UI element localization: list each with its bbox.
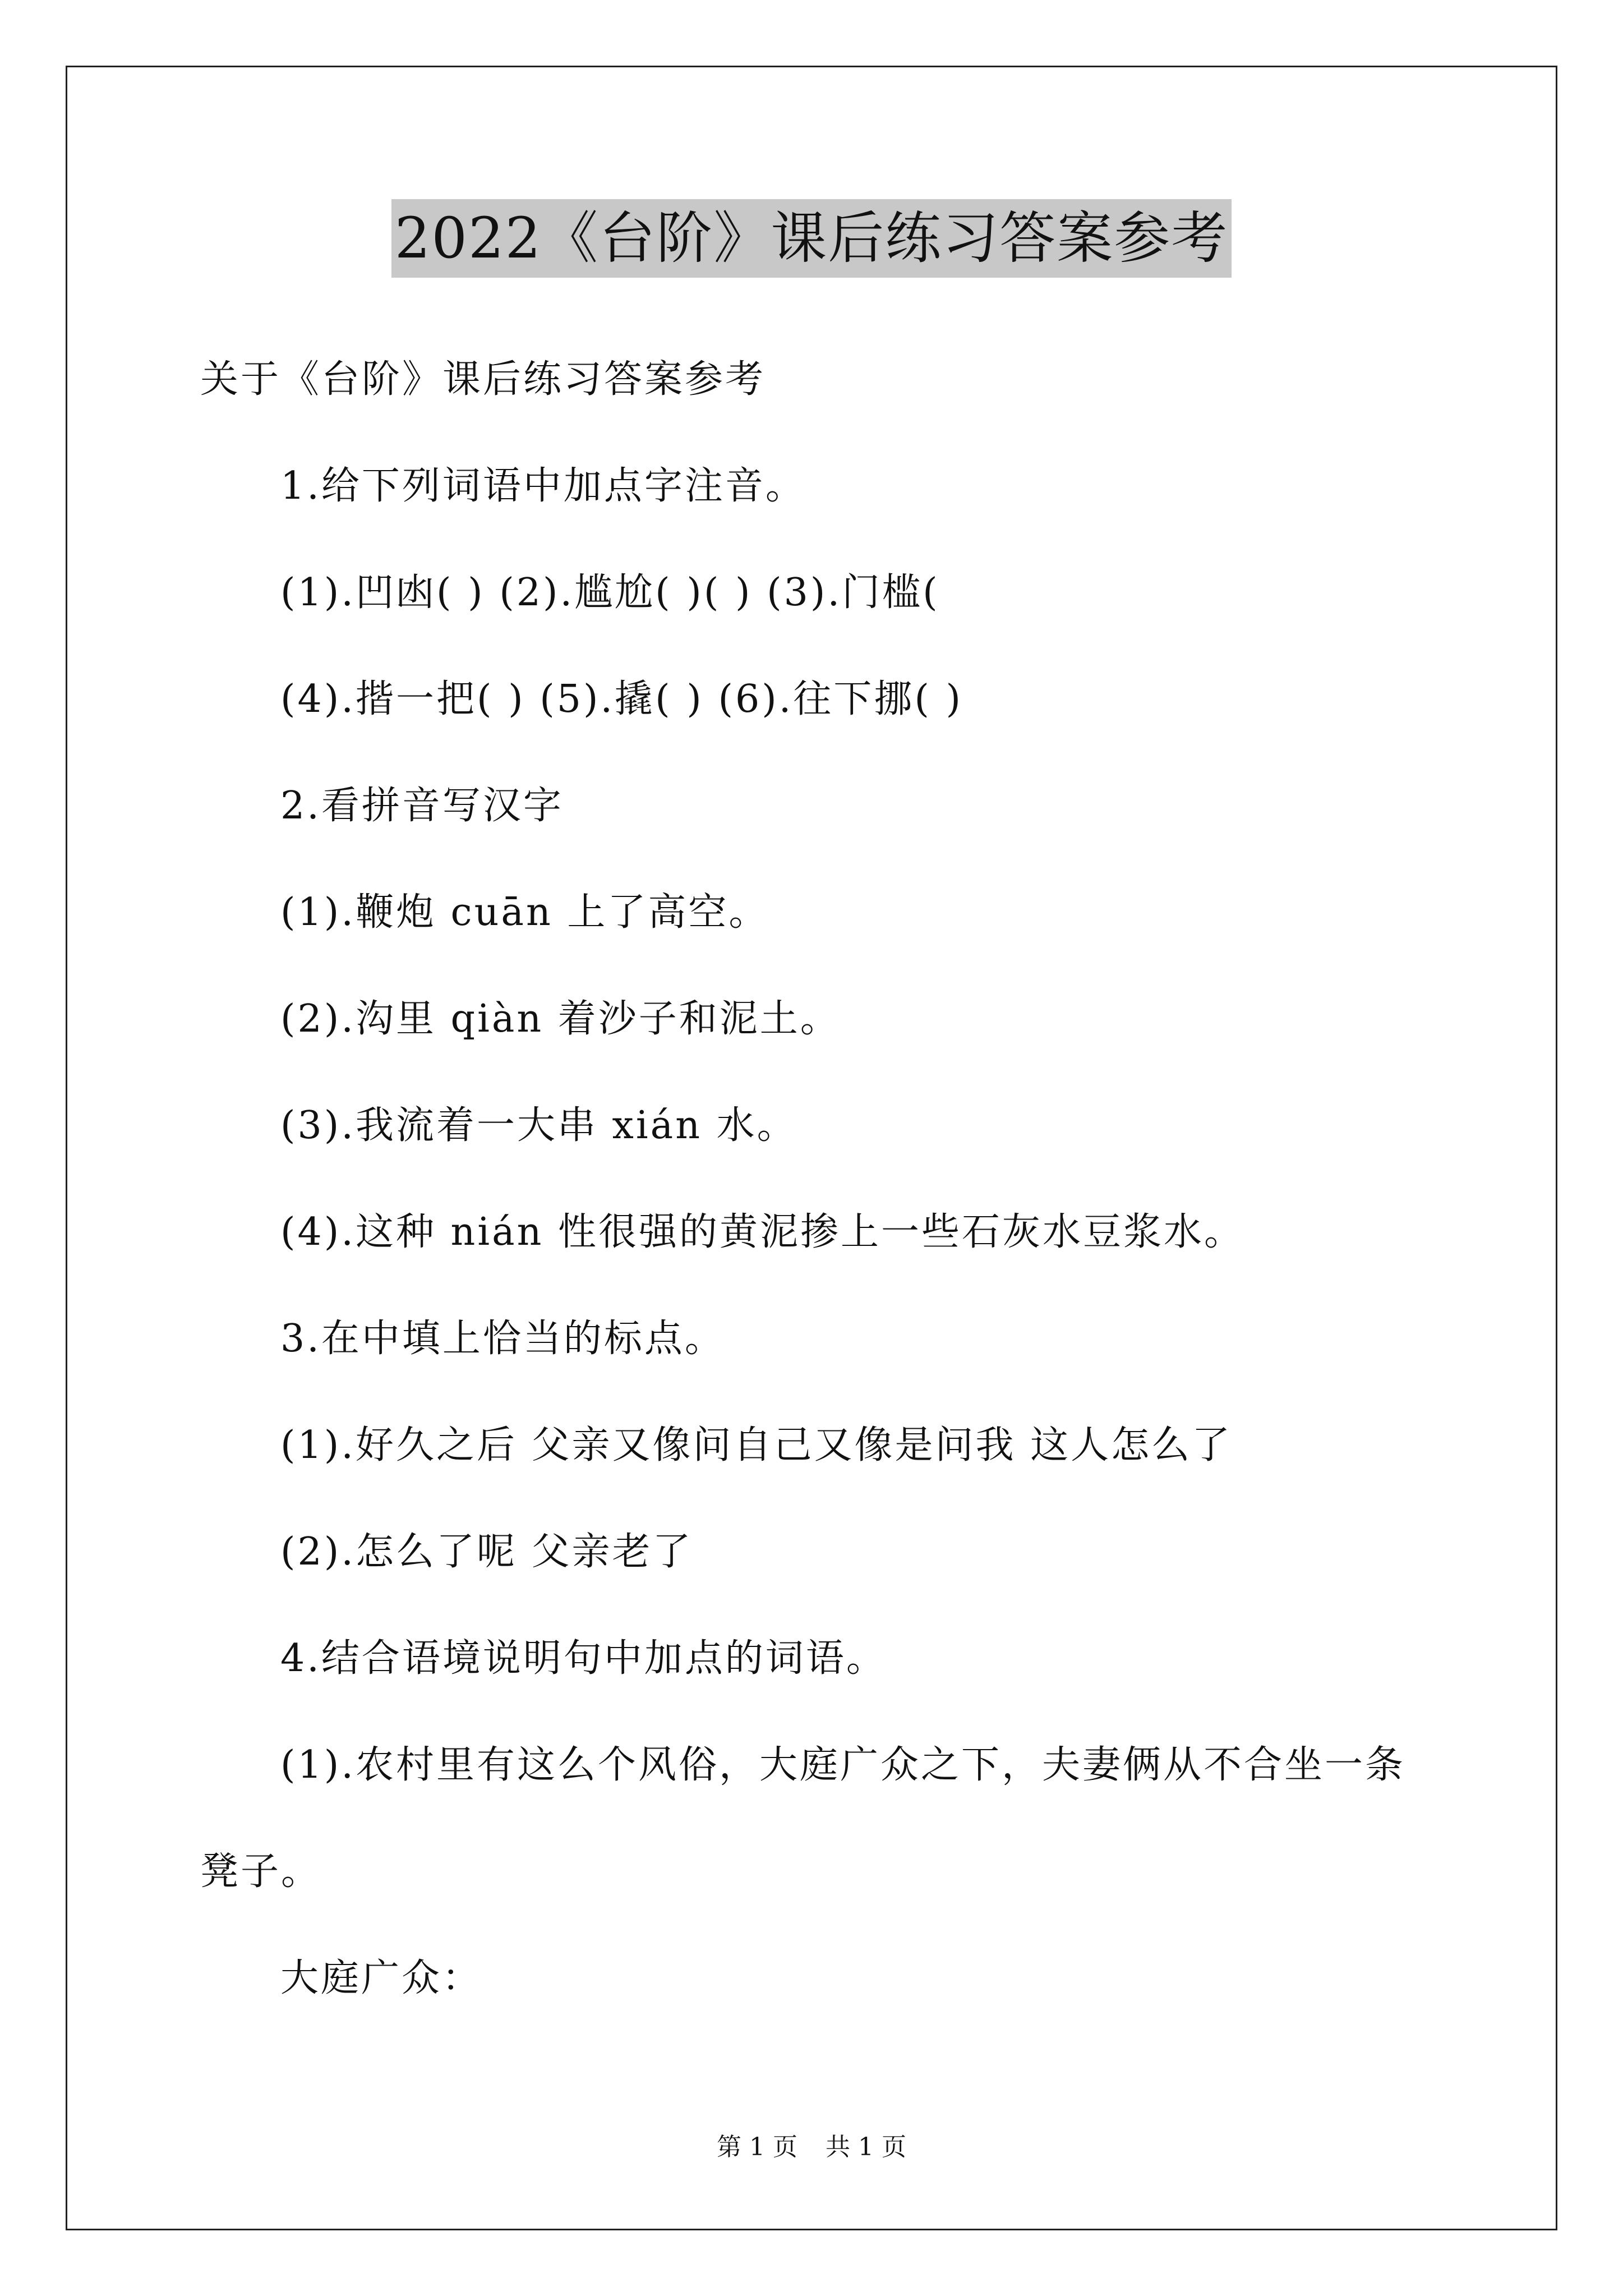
- question-2-item-1: (1).鞭炮 cuān 上了高空。: [280, 890, 769, 935]
- question-1-items-a: (1).凹凼( ) (2).尴尬( )( ) (3).门槛(: [280, 570, 940, 615]
- question-4-item-1-continued: 凳子。: [200, 1849, 322, 1894]
- question-2-item-2: (2).沟里 qiàn 着沙子和泥土。: [280, 997, 841, 1041]
- question-3-item-1: (1).好久之后 父亲又像问自己又像是问我 这人怎么了: [280, 1423, 1233, 1467]
- answer-label: 大庭广众：: [280, 1956, 483, 2000]
- question-3-heading: 3.在中填上恰当的标点。: [280, 1317, 725, 1361]
- question-4-heading: 4.结合语境说明句中加点的词语。: [280, 1636, 887, 1681]
- intro-line: 关于《台阶》课后练习答案参考: [200, 357, 766, 402]
- question-1-items-b: (4).揩一把( ) (5).撬( ) (6).往下挪( ): [280, 677, 963, 721]
- page-number-total: 共 1 页: [826, 2133, 906, 2161]
- document-title: 2022《台阶》课后练习答案参考: [391, 199, 1232, 278]
- question-2-heading: 2.看拼音写汉字: [280, 784, 564, 828]
- question-2-item-3: (3).我流着一大串 xián 水。: [280, 1103, 797, 1148]
- question-1-heading: 1.给下列词语中加点字注音。: [280, 464, 806, 508]
- question-4-item-1: (1).农村里有这么个风俗，大庭广众之下，夫妻俩从不合坐一条: [280, 1743, 1405, 1787]
- page-number-current: 第 1 页: [717, 2133, 797, 2161]
- title-area: [0, 199, 1623, 278]
- question-3-item-2: (2).怎么了呢 父亲老了: [280, 1530, 693, 1574]
- page-footer: [0, 2131, 1623, 2164]
- question-2-item-4: (4).这种 nián 性很强的黄泥掺上一些石灰水豆浆水。: [280, 1210, 1245, 1254]
